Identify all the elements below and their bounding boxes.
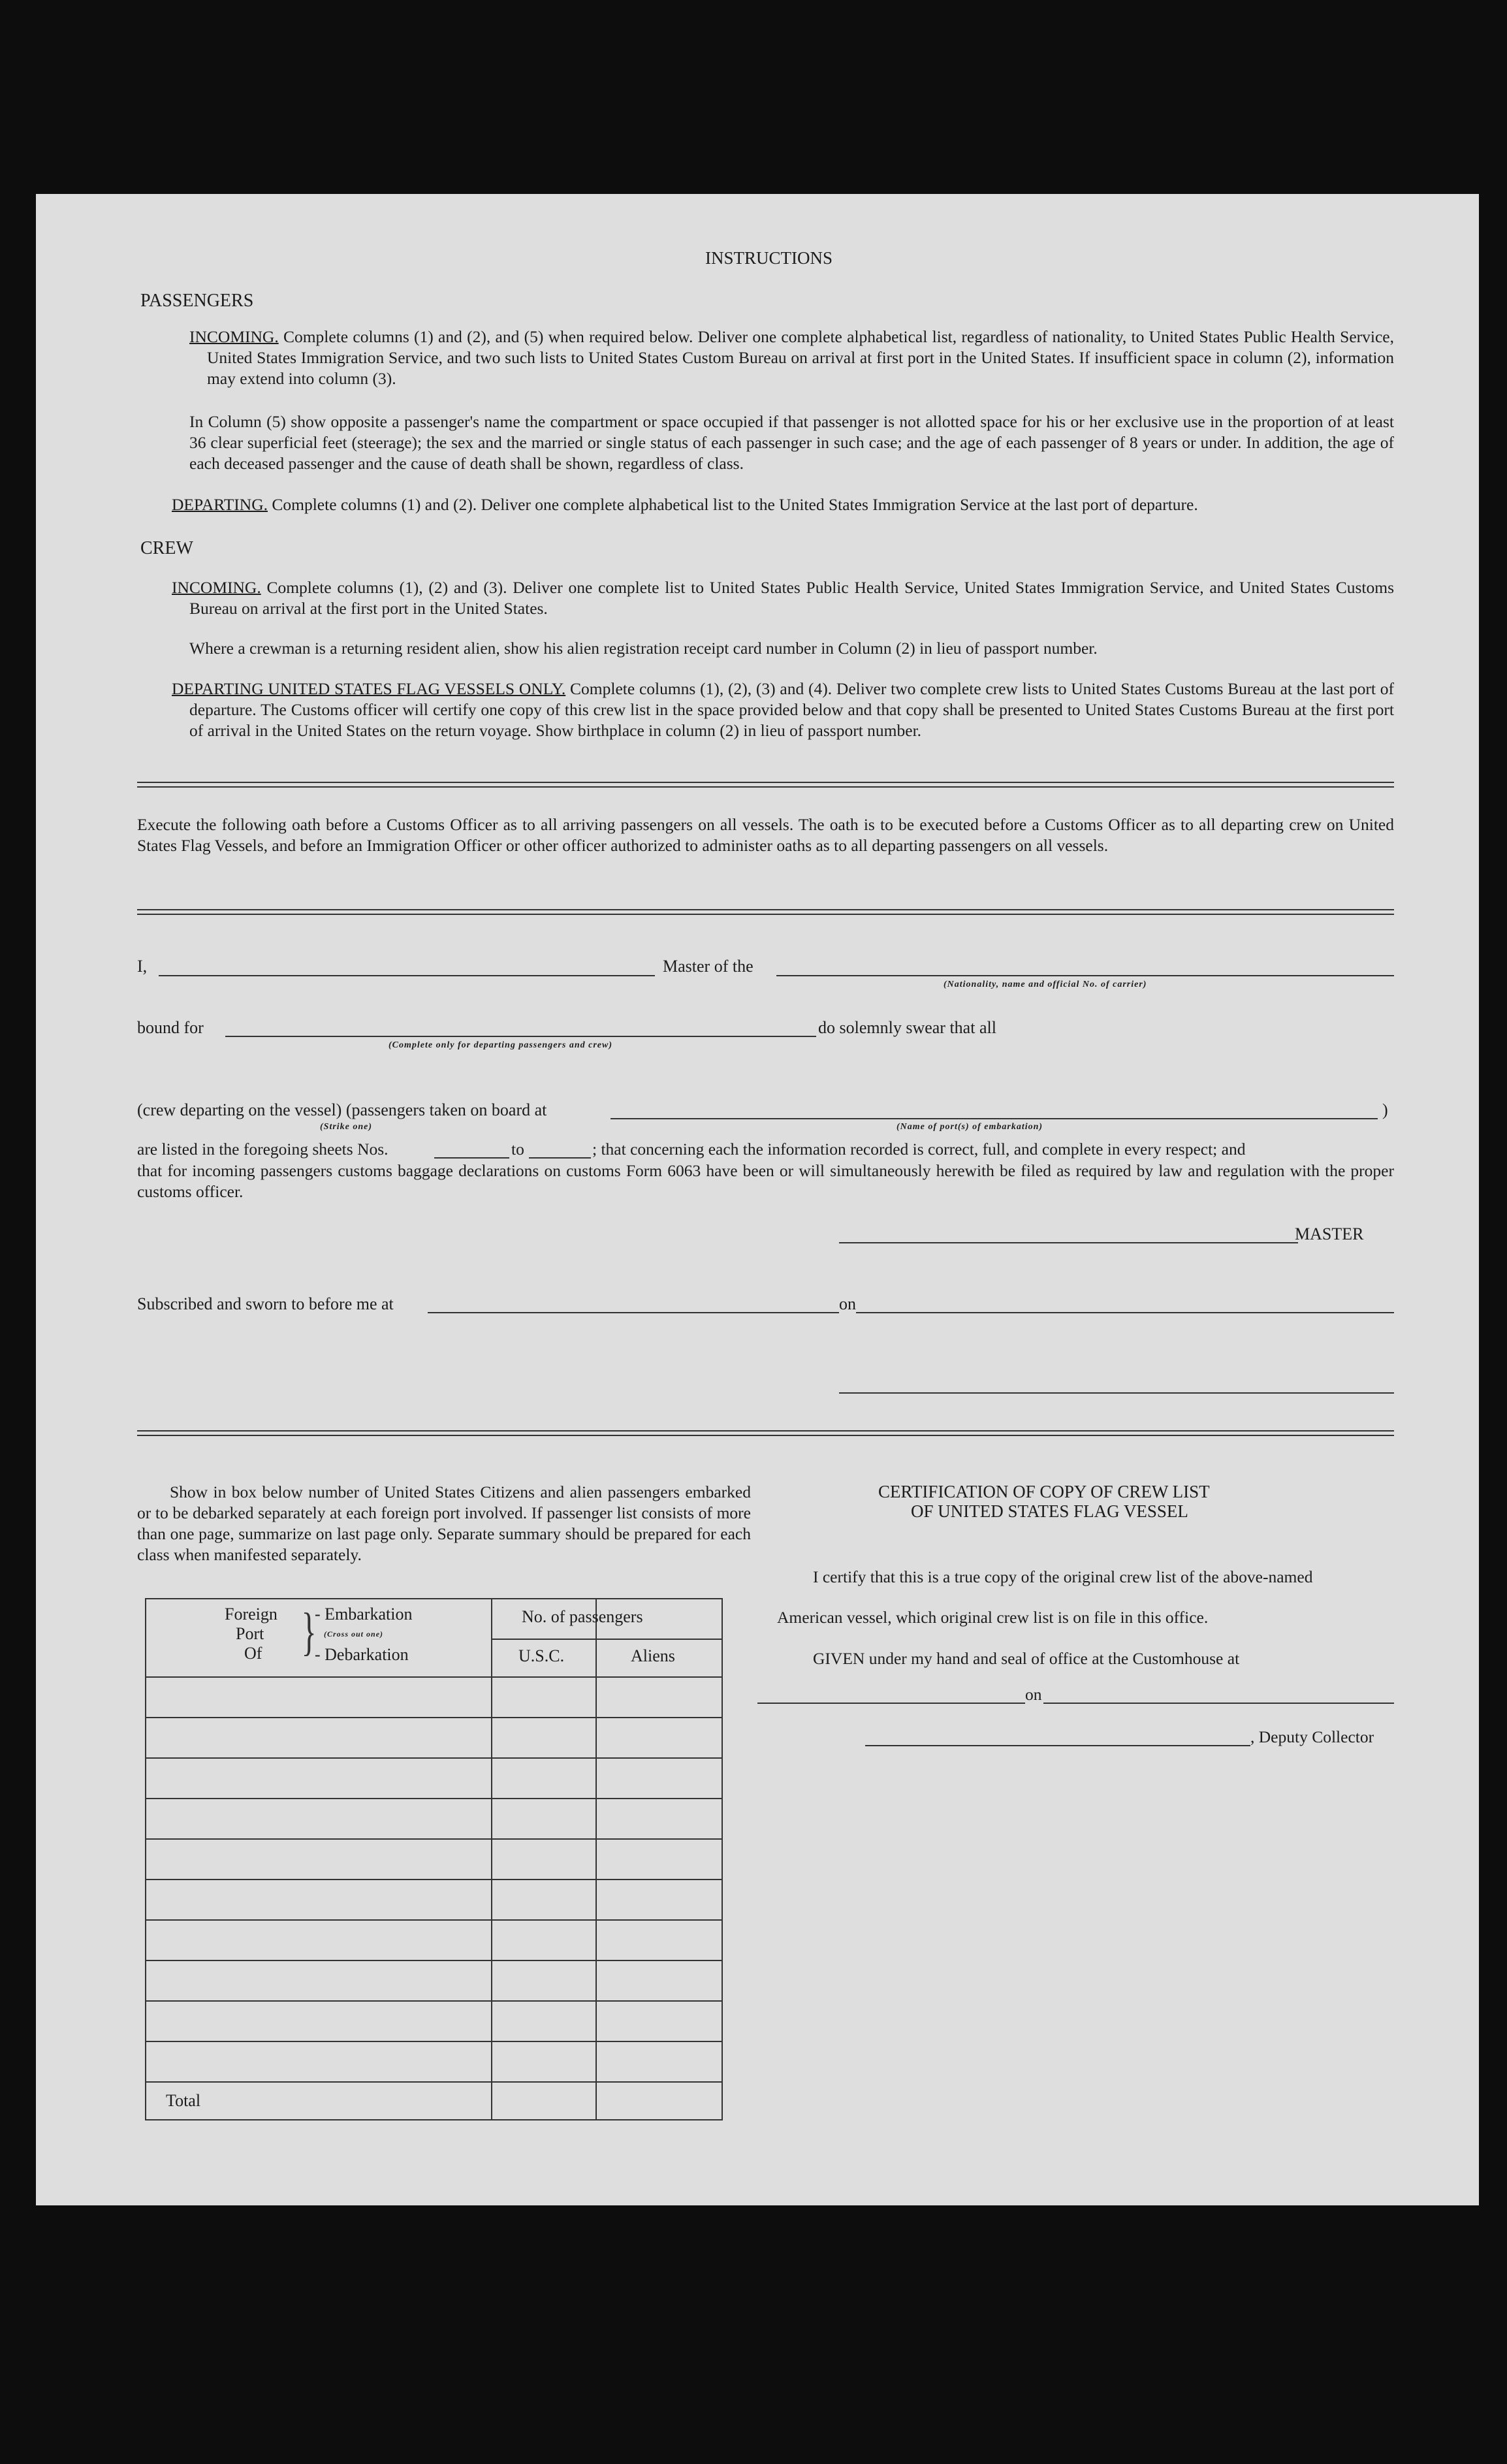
summary-text: Show in box below number of United States Citizens and alien passengers embarked or to be debarked separately at each foreign port involved. If passenger list consists of more than one page, summarize on last page only. Separate summary should be prepared for each class when manifested separately. [137, 1482, 751, 1564]
listed-prefix: are listed in the foregoing sheets Nos. [137, 1140, 389, 1159]
crew-departing-label: DEPARTING UNITED STATES FLAG VESSELS ONLY. [172, 679, 566, 698]
table-row [146, 1919, 722, 1921]
departing-note: (Complete only for departing passengers and crew) [389, 1040, 612, 1050]
crew-departing-line: (crew departing on the vessel) (passengers taken on board at [137, 1100, 547, 1119]
master-signature-field[interactable] [839, 1242, 1298, 1243]
oath-intro: Execute the following oath before a Customs Officer as to all arriving passengers on all vessels. The oath is to be executed before a Customs Officer as to all departing crew on United States Flag Vessels, and before an Immigration Officer or other officer authorized to administer oaths as to all departing passengers on all vessels. [137, 815, 1394, 855]
sworn-date-field[interactable] [856, 1312, 1394, 1313]
sworn-on-label: on [839, 1294, 856, 1313]
given-text: GIVEN under my hand and seal of office at the Customhouse at [813, 1649, 1240, 1668]
crew-departing-paragraph [172, 679, 1394, 741]
carrier-note: (Nationality, name and official No. of carrier) [944, 980, 1147, 989]
divider-rule [137, 914, 1394, 915]
no-of-passengers-label: No. of passengers [522, 1607, 643, 1626]
embarkation-label: - Embarkation [315, 1605, 413, 1624]
sworn-at-field[interactable] [428, 1312, 839, 1313]
divider-rule [137, 1435, 1394, 1436]
total-label: Total [166, 2091, 201, 2110]
column5-paragraph: In Column (5) show opposite a passenger's name the compartment or space occupied if that passenger is not allotted space for his or her exclusive use in the proportion of at least 36 clear superficial feet (steerage); the sex and the married or single status of each passenger in such case; and the age of each passenger of 8 years or under. In addition, the age of each deceased passenger and the cause of death shall be shown, regardless of class. [189, 412, 1394, 473]
crew-incoming-text: Complete columns (1), (2) and (3). Deliver one complete list to United States Public Health Service, United States Immigration Service, and United States Customs Bureau on arrival at the first port in the United States. [189, 578, 1395, 618]
passengers-departing-text: Complete columns (1) and (2). Deliver one complete alphabetical list to the United States Immigration Service at the last port of departure. [272, 495, 1198, 514]
certification-title-line1: CERTIFICATION OF COPY OF CREW LIST [878, 1482, 1210, 1501]
passengers-departing-label: DEPARTING. [172, 495, 268, 514]
bound-for-label: bound for [137, 1018, 204, 1037]
embarkation-port-field[interactable] [611, 1118, 1378, 1119]
listed-suffix: ; that concerning each the information recorded is correct, full, and complete in every respect; and [592, 1140, 1246, 1159]
solemnly-swear-label: do solemnly swear that all [818, 1018, 996, 1037]
table-row [146, 1676, 722, 1678]
i-label: I, [137, 957, 148, 976]
table-row [146, 1960, 722, 1961]
close-paren: ) [1382, 1100, 1388, 1119]
table-row [146, 1879, 722, 1880]
passengers-incoming-label: INCOMING. [189, 327, 279, 346]
table-row [146, 1717, 722, 1718]
officer-signature-field[interactable] [839, 1392, 1394, 1394]
form-page [36, 194, 1479, 2205]
table-row [146, 1757, 722, 1759]
customhouse-place-field[interactable] [757, 1703, 1025, 1704]
crew-departing-text: Complete columns (1), (2), (3) and (4). Deliver two complete crew lists to United States Customs Bureau at the last port of departure. The Customs officer will certify one copy of this crew list in the space provided below and that copy shall be presented to United States Customs Bureau at the first port of arrival in the United States on the return voyage. Show birthplace in column (2) in lieu of passport number. [189, 679, 1394, 740]
bound-for-field[interactable] [225, 1036, 816, 1037]
debarkation-label: - Debarkation [315, 1645, 409, 1664]
certify-text: I certify that this is a true copy of the original crew list of the above-named [813, 1567, 1313, 1586]
sheet-to-field[interactable] [529, 1157, 591, 1159]
passenger-summary-table [145, 1598, 723, 2120]
passengers-heading: PASSENGERS [140, 291, 254, 311]
aliens-label: Aliens [631, 1646, 675, 1665]
master-label: MASTER [1295, 1224, 1364, 1243]
usc-label: U.S.C. [518, 1646, 565, 1665]
foreign-label: Foreign [225, 1605, 278, 1624]
divider-rule [137, 786, 1394, 788]
master-of-the-label: Master of the [663, 957, 754, 976]
passengers-departing-paragraph [172, 494, 1394, 515]
certification-date-field[interactable] [1043, 1703, 1394, 1704]
divider-rule [137, 909, 1394, 910]
instructions-heading: INSTRUCTIONS [705, 248, 833, 268]
american-vessel-text: American vessel, which original crew list is on file in this office. [777, 1608, 1209, 1627]
brace-icon: } [301, 1603, 317, 1661]
crew-resident-paragraph: Where a crewman is a returning resident alien, show his alien registration receipt card number in Column (2) in lieu of passport number. [189, 639, 1098, 658]
deputy-collector-label: , Deputy Collector [1250, 1727, 1374, 1746]
certification-title-line2: OF UNITED STATES FLAG VESSEL [911, 1501, 1188, 1521]
cross-out-note: (Cross out one) [324, 1629, 384, 1639]
table-header-divider [491, 1639, 722, 1640]
crew-heading: CREW [140, 538, 193, 558]
listed-rest: that for incoming passengers customs baggage declarations on customs Form 6063 have been or will simultaneously herewith be filed as required by law and regulation with the proper customs officer. [137, 1161, 1394, 1201]
table-row [146, 2041, 722, 2042]
divider-rule [137, 1430, 1394, 1432]
passengers-incoming-text: Complete columns (1) and (2), and (5) when required below. Deliver one complete alphabetical list, regardless of nationality, to United States Public Health Service, United States Immigration Service, and two such lists to United States Custom Bureau on arrival at first port in the United States. If insufficient space in column (2), information may extend into column (3). [207, 327, 1395, 388]
crew-incoming-label: INCOMING. [172, 578, 261, 597]
divider-rule [137, 782, 1394, 783]
master-name-field[interactable] [159, 975, 655, 976]
passengers-incoming-paragraph [189, 327, 1394, 389]
embarkation-note: (Name of port(s) of embarkation) [896, 1122, 1043, 1132]
table-row [146, 2081, 722, 2083]
certification-on-label: on [1025, 1685, 1042, 1704]
carrier-field[interactable] [776, 975, 1394, 976]
table-row [146, 1838, 722, 1840]
to-label: to [511, 1140, 524, 1159]
of-label: Of [244, 1644, 262, 1663]
crew-incoming-paragraph [172, 577, 1394, 619]
strike-one-note: (Strike one) [320, 1122, 373, 1132]
table-row [146, 1798, 722, 1799]
port-label: Port [236, 1624, 264, 1643]
sheet-from-field[interactable] [434, 1157, 509, 1159]
table-row [146, 2000, 722, 2002]
subscribed-label: Subscribed and sworn to before me at [137, 1294, 394, 1313]
deputy-collector-signature-field[interactable] [865, 1745, 1250, 1746]
